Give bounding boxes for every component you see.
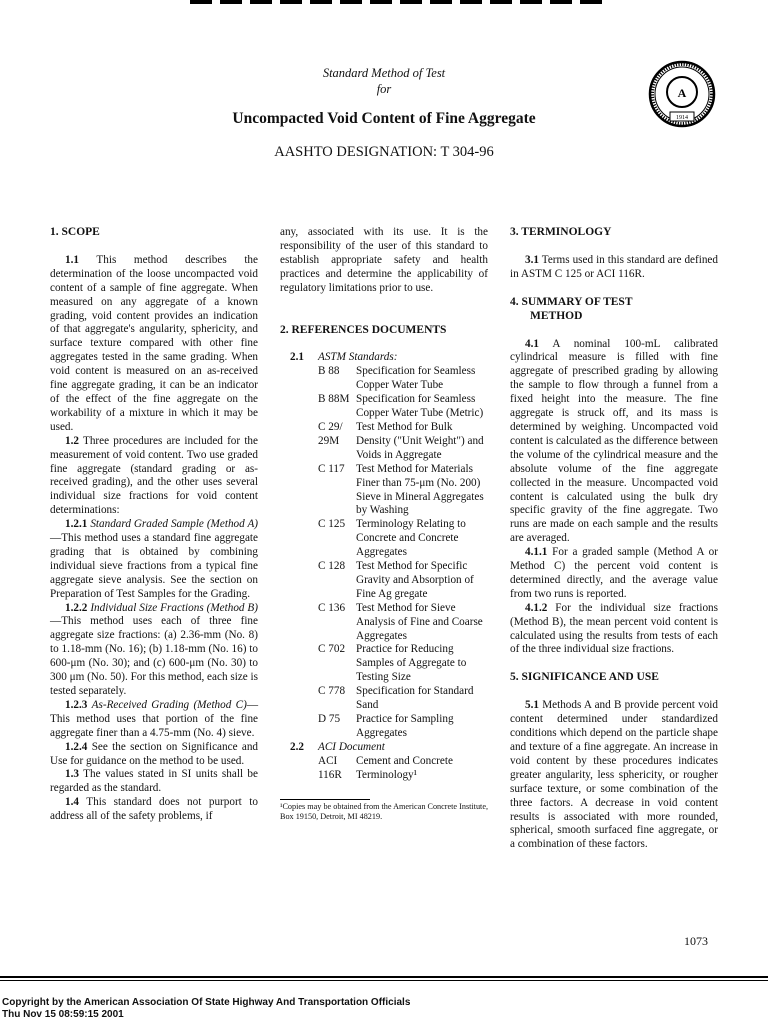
reference-title: Practice for Sampling Aggregates — [356, 713, 454, 739]
reference-code: C 29/ 29M — [318, 420, 343, 447]
reference-title: Test Method for Bulk Density ("Unit Weight") and Voids in Aggregate — [356, 420, 484, 461]
column-1 — [50, 226, 258, 824]
reference-item — [318, 365, 488, 393]
reference-code: C 136 — [318, 601, 346, 614]
reference-title: Specification for Standard Sand — [356, 685, 474, 712]
reference-title: Cement and Concrete Terminology¹ — [356, 754, 453, 781]
reference-code: C 125 — [318, 518, 346, 531]
para-4-1: 4.1 A nominal 100-mL calibrated cylindrical measure is filled with fine aggregate of prescribed grading by allowing the sample to flow through a funnel from a fixed height into the measure. The fine aggregate is struck off, and its mass is determined by weighing. Uncompacted void content is calculated as the difference between the volume of the cylindrical measure and the absolute volume of the fine aggregate collected in the measure. Uncompacted void content is calculated using the bulk dry specific gravity of the fine aggregate. Two runs are made on each sample and the results are averaged. — [510, 337, 718, 545]
svg-text:A: A — [677, 86, 687, 100]
reference-title: Specification for Seamless Copper Water Tube — [356, 365, 476, 392]
para-3-1: 3.1 Terms used in this standard are defined in ASTM C 125 or ACI 116R. — [510, 253, 718, 280]
para-4-1-2: 4.1.2 For the individual size fractions (Method B), the mean percent void content is calculated using the results from tests of each of the three individual size fractions. — [510, 601, 719, 656]
aashto-designation: AASHTO DESIGNATION: T 304-96 — [274, 144, 494, 160]
section-3-heading: 3. TERMINOLOGY — [510, 226, 612, 238]
reference-item — [318, 685, 488, 713]
top-dash-rule — [190, 0, 610, 4]
para-1-3: 1.3 The values stated in SI units shall be regarded as the standard. — [50, 768, 258, 795]
aashto-seal-logo — [648, 60, 716, 128]
reference-title: Test Method for Specific Gravity and Absorption of Fine Ag gregate — [356, 560, 474, 600]
reference-item — [318, 463, 488, 519]
footnote: ¹Copies may be obtained from the American Concrete Institute, Box 19150, Detroit, MI 48219. — [280, 801, 488, 821]
reference-code: D 75 — [318, 713, 341, 725]
reference-item — [318, 602, 488, 644]
para-1-2: 1.2 Three procedures are included for the measurement of void content. Two use graded fine aggregate (standard grading or as-received grading), and the other uses several individual size fractions for void content determinations: — [50, 434, 258, 517]
para-1-4: 1.4 This standard does not purport to address all of the safety problems, if — [50, 796, 258, 823]
section-2-heading: 2. REFERENCES DOCUMENTS — [280, 323, 447, 336]
reference-code: C 702 — [318, 643, 346, 656]
copyright-notice: Copyright by the American Association Of State Highway And Transportation Officials Thu Nov 15 08:59:15 2001 — [2, 997, 411, 1020]
footnote-rule — [280, 799, 370, 800]
reference-code: B 88M — [318, 393, 350, 406]
section-1-heading: 1. SCOPE — [50, 226, 100, 238]
column-3 — [510, 226, 718, 852]
astm-standards-heading: 2.1 ASTM Standards: — [290, 351, 398, 364]
reference-title: Specification for Seamless Copper Water Tube (Metric) — [356, 393, 484, 420]
para-1-1: 1.1 This method describes the determination of the loose uncompacted void content of a sample of fine aggregate. When measured on any aggregate of a known grading, void content provides an indication of that aggregate's angularity, sphericity, and surface texture compared with other fine aggregates tested in the same grading. When void content is measured on an as-received fine aggregate grading, it can be an indicator of the effect of the fine aggregate on the workability of a mixture in which it may be used. — [50, 253, 258, 433]
reference-title: Terminology Relating to Concrete and Concrete Aggregates — [356, 518, 466, 559]
reference-code: C 117 — [318, 462, 345, 475]
reference-title: Test Method for Sieve Analysis of Fine and Coarse Aggregates — [356, 601, 483, 642]
reference-item — [318, 518, 488, 560]
reference-code: C 128 — [318, 560, 346, 573]
reference-code: C 778 — [318, 685, 346, 698]
aci-document-heading: 2.2 ACI Document — [290, 740, 385, 753]
para-1-4-continued: any, associated with its use. It is the responsibility of the user of this standard to establish appropriate safety and health practices and determine the applicability of regulatory limitations prior to use. — [280, 226, 488, 294]
reference-title: Test Method for Materials Finer than 75-μm (No. 200) Sieve in Mineral Aggregates by Washing — [356, 462, 484, 517]
header-standard-method: Standard Method of Test — [322, 66, 446, 80]
document-title: Uncompacted Void Content of Fine Aggregate — [232, 110, 536, 127]
seal-year: 1914 — [676, 115, 688, 121]
para-1-2-2: 1.2.2 Individual Size Fractions (Method B)—This method uses each of three fine aggregate size fractions: (a) 2.36-mm (No. 8) to 1.18-mm (No. 16); (b) 1.18-mm (No. 16) to 600-μm (No. 30); and (c) 600-μm (No. 30) to 300 μm (No. 50). For this method, each size is tested separately. — [50, 601, 258, 697]
reference-code: B 88 — [318, 365, 340, 378]
reference-item — [318, 755, 488, 783]
bottom-rule-thin — [0, 980, 768, 981]
section-5-heading: 5. SIGNIFICANCE AND USE — [510, 671, 659, 684]
column-2 — [280, 226, 488, 822]
header-for: for — [376, 82, 392, 96]
bottom-rule — [0, 976, 768, 978]
reference-item — [318, 393, 488, 421]
reference-item — [318, 643, 488, 685]
reference-title: Practice for Reducing Samples of Aggregate to Testing Size — [356, 643, 467, 684]
para-1-2-1: 1.2.1 Standard Graded Sample (Method A)—This method uses a standard fine aggregate grading that is obtained by combining individual sieve fractions from a typical fine aggregate sieve analysis. See the section on Preparation of Test Samples for the Grading. — [50, 518, 259, 600]
para-1-2-3: 1.2.3 As-Received Grading (Method C)—This method uses that portion of the fine aggregate finer than a 4.75-mm (No. 4) sieve. — [50, 698, 259, 739]
astm-reference-list — [318, 365, 488, 740]
reference-item — [318, 560, 488, 602]
section-4-heading: 4. SUMMARY OF TEST METHOD — [510, 295, 633, 322]
reference-item — [318, 713, 488, 741]
aci-reference-list — [318, 755, 488, 783]
para-4-1-1: 4.1.1 For a graded sample (Method A or Method C) the percent void content is determined directly, and the average value from two runs is reported. — [510, 546, 719, 600]
para-5-1: 5.1 Methods A and B provide percent void content determined under standardized conditions which depend on the particle shape and texture of a fine aggregate. An increase in void content by these procedures indicates greater angularity, less sphericity, or rougher surface texture, or some combination of the three factors. A decrease in void content results is associated with more rounded, spherical, smooth surfaced fine aggregate, or a combination of these factors. — [510, 699, 718, 851]
reference-item — [318, 421, 488, 463]
para-1-2-4: 1.2.4 See the section on Significance and Use for guidance on the method to be used. — [50, 740, 259, 767]
page-number: 1073 — [684, 934, 708, 948]
reference-code: ACI 116R — [318, 754, 342, 781]
